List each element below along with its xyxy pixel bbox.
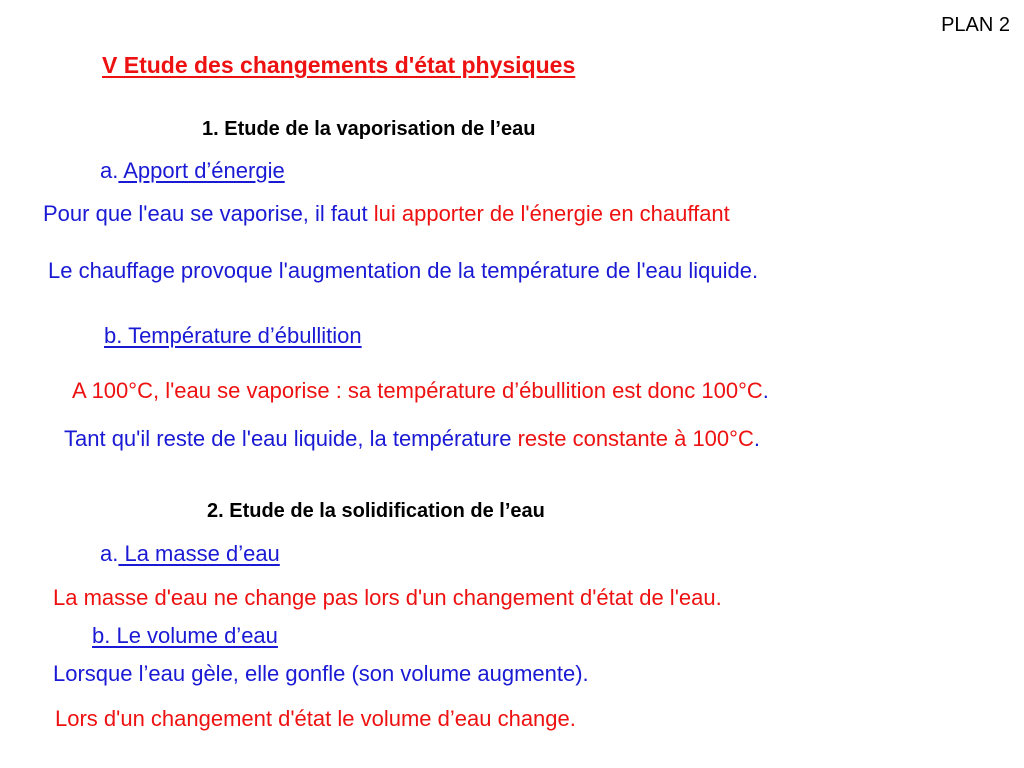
sub-a-prefix: a.: [100, 158, 119, 183]
boiling-text: A 100°C, l'eau se vaporise : sa température d’ébullition est donc 100°C: [72, 378, 763, 403]
plan-label: PLAN 2: [941, 14, 1010, 36]
sub-a-prefix: a.: [100, 541, 119, 566]
section-1-sub-b: b. Température d’ébullition: [104, 323, 362, 348]
boiling-period: .: [762, 378, 769, 403]
sub-a-label: La masse d’eau: [118, 541, 280, 566]
section-2-heading: 2. Etude de la solidification de l’eau: [207, 500, 545, 522]
page-title: V Etude des changements d'état physiques: [102, 52, 576, 78]
section-1-sub-a: [100, 158, 285, 184]
paragraph-mass: La masse d'eau ne change pas lors d'un changement d'état de l'eau.: [53, 585, 722, 610]
paragraph-energy: [43, 201, 730, 227]
section-1-heading: 1. Etude de la vaporisation de l’eau: [202, 118, 536, 140]
sub-a-label: Apport d’énergie: [118, 158, 285, 183]
energy-text-part1: Pour que l'eau se vaporise, il faut: [43, 201, 374, 226]
section-2-sub-b: b. Le volume d’eau: [92, 623, 278, 648]
constant-text-part2: reste constante à 100°C: [517, 426, 754, 451]
paragraph-constant: [64, 426, 760, 452]
paragraph-volume-change: Lors d'un changement d'état le volume d’eau change.: [55, 706, 576, 731]
constant-text-part3: .: [753, 426, 760, 451]
paragraph-heating: Le chauffage provoque l'augmentation de la température de l'eau liquide.: [48, 258, 759, 283]
energy-text-part2: lui apporter de l'énergie en chauffant: [373, 201, 730, 226]
constant-text-part1: Tant qu'il reste de l'eau liquide, la température: [64, 426, 518, 451]
section-2-sub-a: [100, 541, 280, 567]
paragraph-freezing: Lorsque l’eau gèle, elle gonfle (son volume augmente).: [53, 661, 589, 686]
paragraph-boiling: [72, 378, 769, 404]
